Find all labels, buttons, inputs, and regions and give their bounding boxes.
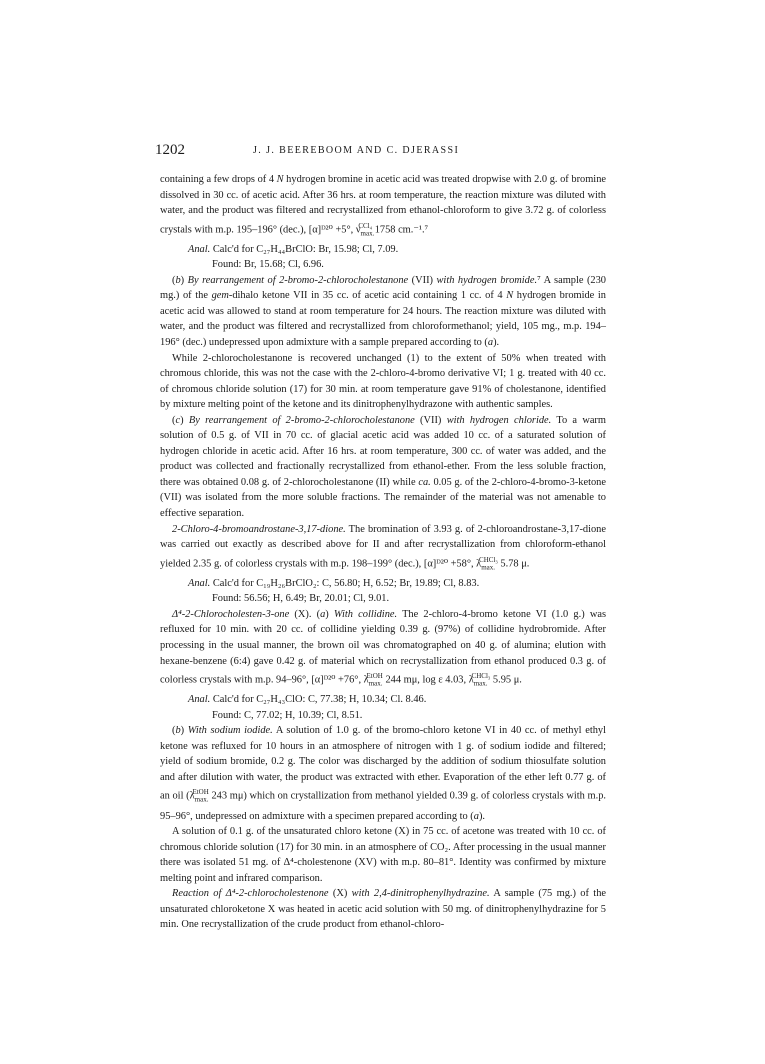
- text-run: With collidine.: [333, 608, 398, 620]
- text-run: Calc'd for C₂₇H₄₄BrClO: Br, 15.98; Cl, 7.09.: [210, 243, 399, 255]
- paragraph-p2: [160, 242, 606, 258]
- text-run: Δ⁴-2-Chlorocholesten-3-one: [172, 608, 290, 620]
- text-run: By rearrangement of 2-bromo-2-chlorocholestanone: [187, 274, 409, 286]
- text-run: CHCl₃: [471, 672, 491, 681]
- paragraph-p15: [160, 886, 606, 933]
- text-run: With sodium iodide.: [187, 725, 273, 737]
- text-run: with hydrogen chloride.: [446, 414, 552, 426]
- paragraph-p7: [160, 522, 606, 576]
- text-run: By rearrangement of 2-bromo-2-chlorocholestanone: [188, 414, 415, 426]
- text-run: ⁷ A sample (230 mg.) of the: [160, 274, 606, 302]
- paragraph-p10: [160, 607, 606, 692]
- text-run: (VII): [408, 274, 437, 286]
- text-run: max.: [194, 795, 209, 804]
- text-run: (: [172, 725, 176, 737]
- text-run: (VII): [414, 414, 447, 426]
- text-run: 1758 cm.⁻¹.⁷: [372, 224, 429, 236]
- body-text: [160, 172, 606, 933]
- text-run: gem: [211, 290, 229, 302]
- text-run: ).: [493, 337, 500, 349]
- text-run: ): [180, 414, 189, 426]
- text-run: Anal.: [188, 577, 211, 589]
- text-run: The bromination of 3.93 g. of 2-chloroandrostane-3,17-dione was carried out exactly as described above for II and after recrystallization from chloroform-ethanol yielded 2.35 g. of colorless crystals with m.p. 198–199° (dec.), [α]ᴰ²⁰ +58°, λ: [160, 523, 606, 570]
- text-run: Reaction of Δ⁴-2-chlorocholestenone: [172, 888, 329, 900]
- paragraph-p9: [160, 591, 606, 607]
- paragraph-p13: [160, 723, 606, 824]
- text-run: Anal.: [188, 694, 211, 706]
- text-run: max.: [360, 229, 375, 238]
- text-run: ).: [478, 810, 486, 822]
- text-run: A sample (75 mg.) of the unsaturated chloroketone X was heated in acetic acid solution with 50 mg. of dinitrophenylhydrazine for 5 min. One recrystallization of the crude product from ethanol-chloro-: [160, 888, 606, 931]
- text-run: CHCl₃: [479, 555, 498, 564]
- text-run: (X): [328, 888, 352, 900]
- text-run: b: [175, 274, 181, 286]
- text-run: EtOH: [366, 672, 383, 681]
- running-head: J. J. BEEREBOOM AND C. DJERASSI: [253, 145, 460, 156]
- text-run: ): [180, 274, 188, 286]
- text-run: Calc'd for C₂₇H₄₃ClO: C, 77.38; H, 10.34; Cl. 8.46.: [210, 694, 427, 706]
- text-run: hydrogen bromine in acetic acid was treated dropwise with 2.0 g. of bromine dissolved in 30 cc. of acetic acid. After 36 hrs. at room temperature, the reaction mixture was diluted with water, and the product was filtered and recrystallized from ethanol-chloroform to give 3.72 g. of colorless crystals with m.p. 195–196° (dec.), [α]ᴰ²⁰ +5°, ν: [160, 174, 606, 236]
- text-run: Found: 56.56; H, 6.49; Br, 20.01; Cl, 9.01.: [212, 593, 390, 605]
- paragraph-p3: [160, 257, 606, 273]
- text-run: 243 mμ) which on crystallization from methanol yielded 0.39 g. of colorless crystals with m.p. 95–96°, undepressed on admixture with a specimen prepared according to (: [160, 790, 606, 822]
- text-run: CCl₄: [358, 221, 373, 230]
- paragraph-p5: [160, 351, 606, 413]
- text-run: 5.95 μ.: [490, 674, 522, 686]
- text-run: The 2-chloro-4-bromo ketone VI (1.0 g.) was refluxed for 10 min. with 20 cc. of collidine yielding 0.39 g. (97%) of collidine hydrobromide. After processing in the usual manner, the brown oil was chromatographed on 40 g. of alumina; elution with hexane-benzene (6:4) gave 0.42 g. of material which on recrystallization from ethanol produced 0.3 g. of colorless crystals with m.p. 94–96°, [α]ᴰ²⁰ +76°, λ: [160, 608, 606, 686]
- text-run: Calc'd for C₁₉H₂₆BrClO₂: C, 56.80; H, 6.52; Br, 19.89; Cl, 8.83.: [210, 577, 480, 589]
- text-run: max.: [368, 679, 383, 688]
- paragraph-p6: [160, 413, 606, 522]
- text-run: A solution of 1.0 g. of the bromo-chloro ketone VI in 40 cc. of methyl ethyl ketone was refluxed for 10 hours in an atmosphere of nitrogen with 1 g. of sodium iodide and filtered; yield of sodium bromide, 0.2 g. The color was discharged by the addition of sodium thiosulfate solution and after dilution with water, the product was extracted with ether. Evaporation of the ether left 0.77 g. of an oil (λ: [160, 725, 606, 802]
- text-run: 244 mμ, log ε 4.03, λ: [382, 674, 474, 686]
- text-run: with 2,4-dinitrophenylhydrazine.: [351, 888, 490, 900]
- paragraph-p4: [160, 273, 606, 351]
- text-run: -dihalo ketone VII in 35 cc. of acetic acid containing 1 cc. of 4: [228, 290, 507, 302]
- text-run: ca.: [418, 476, 431, 488]
- text-run: N: [506, 290, 514, 302]
- text-run: EtOH: [192, 788, 209, 797]
- text-run: 0.05 g. of the 2-chloro-4-bromo-3-ketone (VII) was isolated from the more soluble fractions. The remainder of the material was not amenable to effective separation.: [160, 476, 606, 520]
- text-run: max.: [481, 563, 496, 572]
- text-run: Anal.: [188, 243, 211, 255]
- text-run: a: [473, 810, 479, 822]
- text-run: (: [172, 274, 176, 286]
- text-run: containing a few drops of 4: [160, 174, 277, 185]
- paragraph-p1: [160, 172, 606, 242]
- paragraph-p14: [160, 824, 606, 886]
- text-run: While 2-chlorocholestanone is recovered unchanged (1) to the extent of 50% when treated with chromous chloride, this was not the case with the 2-chloro-4-bromo derivative VI; 1 g. treated with 40 cc. of chromous chloride solution (17) for 30 min. at room temperature gave 91% of cholestanone, identified by mixture melting point of the ketone and its dinitrophenylhydrazone with authentic samples.: [160, 352, 606, 411]
- text-run: a: [320, 608, 326, 620]
- page-header: [155, 142, 613, 162]
- text-run: b: [175, 725, 181, 737]
- paragraph-p11: [160, 692, 606, 708]
- text-run: 5.78 μ.: [497, 558, 530, 570]
- text-run: Found: C, 77.02; H, 10.39; Cl, 8.51.: [212, 709, 363, 721]
- text-run: c: [175, 414, 181, 426]
- text-run: N: [276, 174, 284, 185]
- text-run: (X). (: [289, 608, 321, 620]
- text-run: (: [172, 414, 176, 426]
- text-run: a: [487, 337, 494, 349]
- text-run: ): [325, 608, 334, 620]
- text-run: max.: [473, 679, 488, 688]
- paragraph-p8: [160, 576, 606, 592]
- page-number: 1202: [155, 142, 185, 158]
- text-run: hydrogen bromide in acetic acid was allowed to stand at room temperature for 24 hours. The reaction mixture was diluted with water, and the product was filtered and recrystallized from chloroformethanol; yield, 105 mg., m.p. 194–196° (dec.) undepressed upon admixture with a sample prepared according to (: [160, 290, 607, 349]
- text-run: To a warm solution of 0.5 g. of VII in 70 cc. of glacial acetic acid was added 10 cc. of a saturated solution of hydrogen chloride in acetic acid. After 16 hrs. at room temperature, 300 cc. of water was added, and the product was collected and fractionally recrystallized from ethanol-ether. From the less soluble fraction, there was obtained 0.08 g. of 2-chlorocholestanone (II) while: [160, 414, 606, 488]
- text-run: Found: Br, 15.68; Cl, 6.96.: [212, 259, 324, 271]
- paragraph-p12: [160, 708, 606, 724]
- text-run: A solution of 0.1 g. of the unsaturated chloro ketone (X) in 75 cc. of acetone was treated with 10 cc. of chromous chloride solution (17) for 30 min. in an atmosphere of CO₂. After processing in the usual manner there was isolated 51 mg. of Δ⁴-cholestenone (XV) with m.p. 80–81°. Identity was confirmed by mixture melting point and infrared comparison.: [160, 826, 606, 884]
- text-run: ): [180, 725, 188, 737]
- text-run: 2-Chloro-4-bromoandrostane-3,17-dione.: [172, 523, 346, 535]
- text-run: with hydrogen bromide.: [436, 274, 538, 286]
